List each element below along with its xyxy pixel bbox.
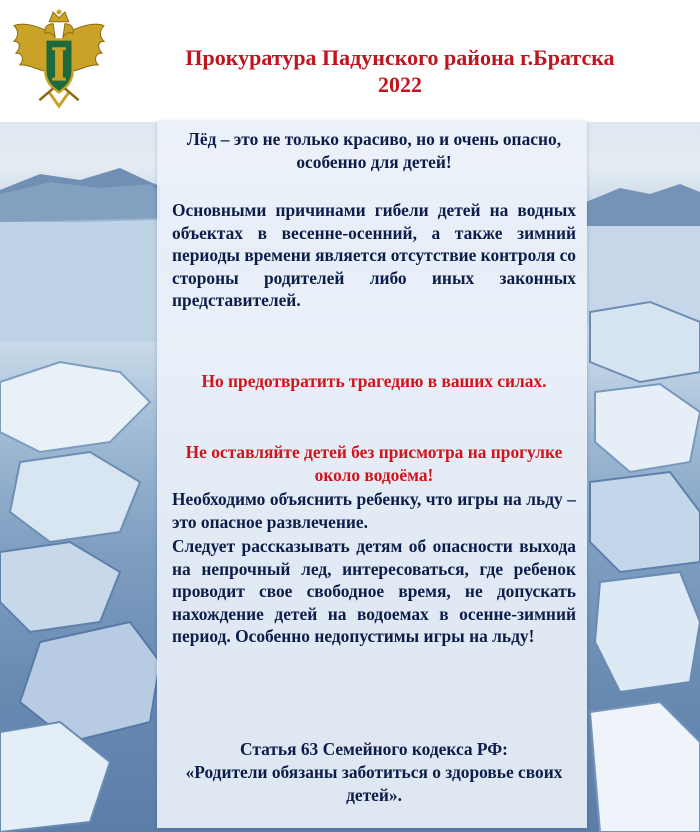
law-quote: «Родители обязаны заботиться о здоровье своих детей». bbox=[185, 762, 563, 805]
advice-text-2: Следует рассказывать детям об опасности выхода на непрочный лед, интересоваться, где ребенок проводит свое свободное время, не допускать нахождение детей на водоемах в осенне-зимний период. Особенно недопустимы игры на льду! bbox=[172, 536, 576, 647]
advice-text-1: Необходимо объяснить ребенку, что игры на льду – это опасное развлечение. bbox=[172, 489, 576, 532]
causes-text: Основными причинами гибели детей на водных объектах в весенне-осенний, а также зимний периоды времени является отсутствие контроля со стороны родителей либо иных законных представителей. bbox=[172, 200, 576, 311]
double-headed-eagle-emblem-icon bbox=[10, 8, 108, 112]
appeal-text: Но предотвратить трагедию в ваших силах. bbox=[201, 371, 547, 391]
header bbox=[0, 0, 700, 122]
intro-text: Лёд – это не только красиво, но и очень опасно, особенно для детей! bbox=[186, 129, 562, 172]
page-title bbox=[140, 44, 660, 98]
warning-text: Не оставляйте детей без присмотра на прогулке около водоёма! bbox=[185, 442, 563, 485]
title-line-1: Прокуратура Падунского района г.Братска bbox=[185, 45, 615, 70]
law-title: Статья 63 Семейного кодекса РФ: bbox=[240, 739, 508, 759]
title-line-2: 2022 bbox=[378, 72, 422, 97]
